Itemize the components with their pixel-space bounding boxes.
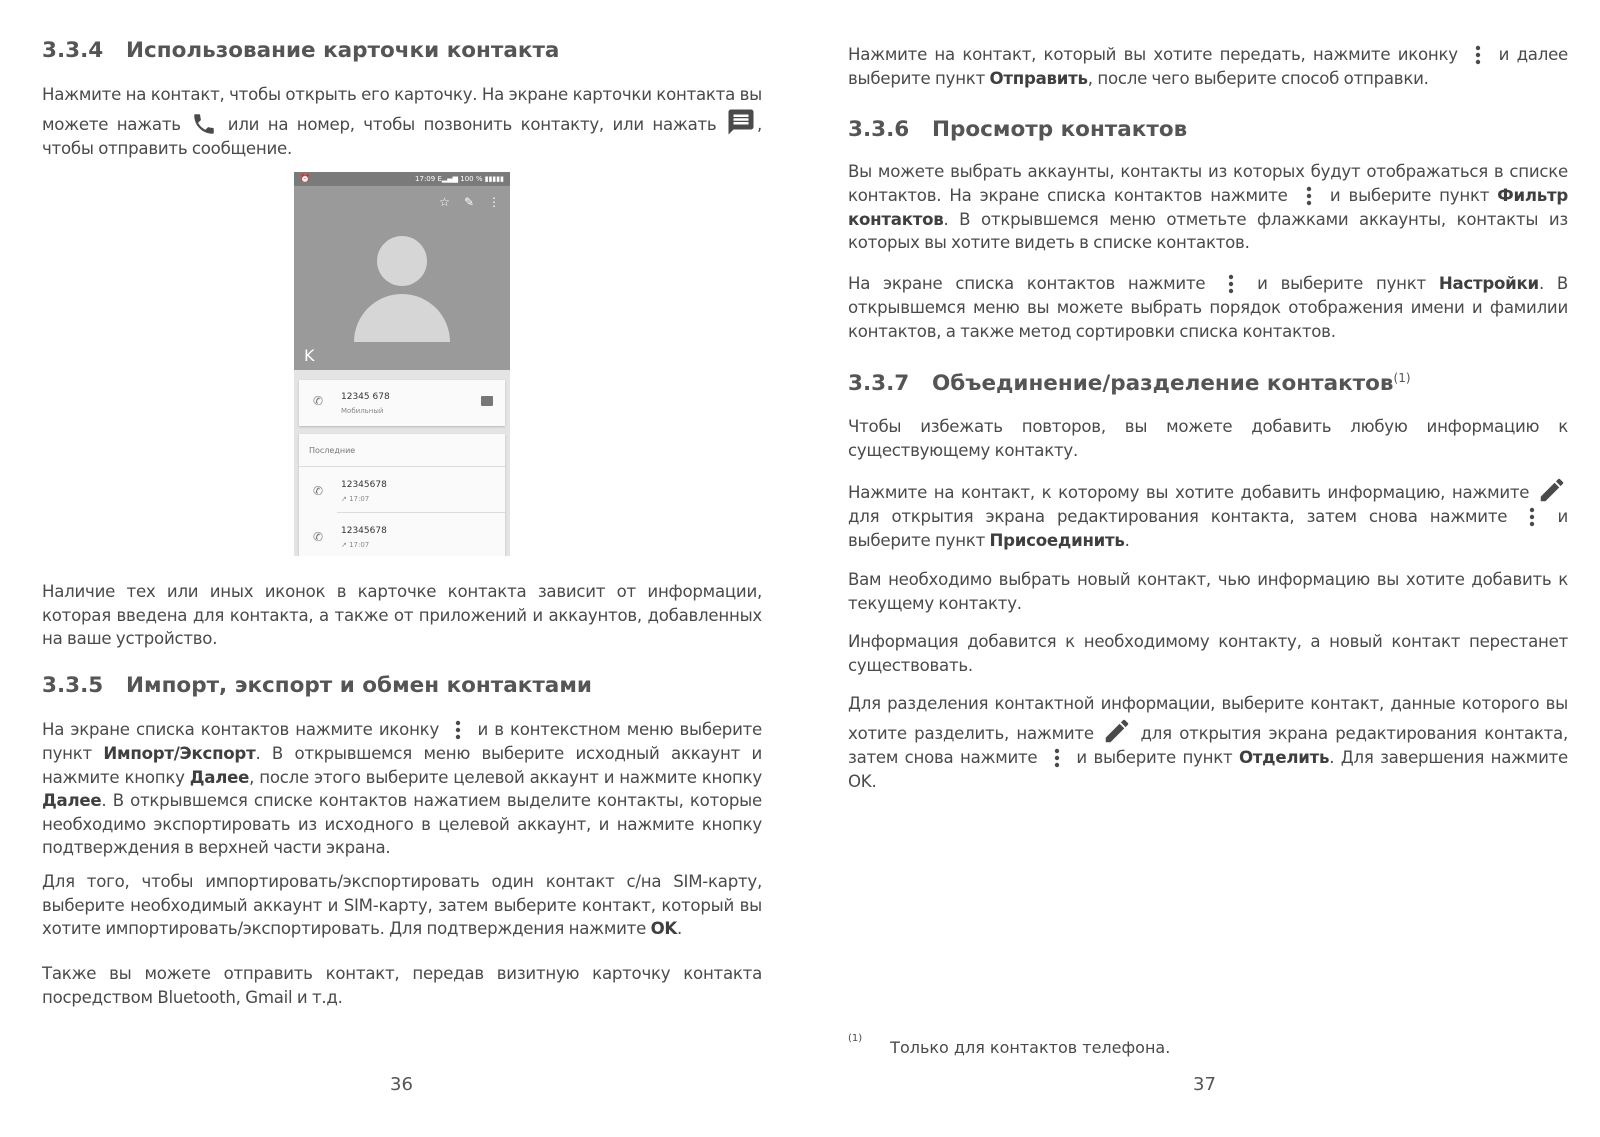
star-icon[interactable]: ☆ [439,195,450,209]
text-run: и выберите пункт [1069,747,1239,767]
phone-number-card[interactable] [299,380,505,426]
more-vert-icon [1465,43,1491,67]
paragraph [848,692,1568,793]
message-icon [725,107,757,137]
text-run: Наличие тех или иных иконок в карточке контакта зависит от информации, которая введена для контакта, а также от приложений и аккаунтов, добавленных на ваше устройство. [42,582,762,648]
text-run: Для разделения контактной информации, выберите контакт, данные которого вы хотите разделить, нажмите [848,694,1568,743]
more-vert-icon [1044,746,1070,770]
phone-icon[interactable]: ✆ [313,530,324,544]
text-run: . [1124,531,1130,550]
alarm-icon: ⏰ [300,174,310,183]
text-run: и далее выберите пункт [848,45,1568,88]
text-run: и выберите пункт [1321,185,1498,205]
section-number: 3.3.5 [42,673,104,698]
paragraph [848,43,1568,91]
text-run: , чтобы отправить сообщение. [42,114,762,158]
recent-time: ↗ 17:07 [341,541,370,549]
avatar-body [354,294,450,342]
paragraph [42,870,762,941]
paragraph [42,580,762,651]
bold-term: Присоединить [989,531,1125,550]
page-right [848,0,1568,1137]
bold-term: Далее [42,791,102,810]
more-vert-icon[interactable]: ⋮ [488,195,500,209]
paragraph [42,83,762,160]
recent-time: ↗ 17:07 [341,495,370,503]
text-run: . [677,919,683,938]
text-run: . Для завершения нажмите OK. [848,747,1568,791]
more-vert-icon [1519,505,1545,529]
avatar-head [377,236,427,286]
footnote-mark: (1) [848,1032,863,1044]
page-number: 36 [390,1074,413,1095]
footnote-text: Только для контактов телефона. [890,1038,1171,1057]
text-run: . В открывшемся меню вы можете выбрать порядок отображения имени и фамилии контактов, а также метод сортировки списка контактов. [848,274,1568,341]
more-vert-icon [1296,184,1322,208]
paragraph [848,415,1568,462]
divider [337,512,505,513]
section-3-3-6-heading [848,117,1187,142]
paragraph [848,160,1568,255]
edit-icon [1101,716,1133,746]
text-run: для открытия экрана редактирования контакта, затем снова нажмите [848,507,1520,526]
contact-name: K [304,346,315,365]
section-number: 3.3.4 [42,38,104,63]
contact-header [294,186,510,370]
text-run: Также вы можете отправить контакт, передав визитную карточку контакта посредством Bluetooth, Gmail и т.д. [42,964,762,1007]
edit-icon[interactable]: ✎ [463,195,474,209]
phone-number: 12345 678 [341,392,390,402]
header-actions [439,195,500,209]
text-run: Информация добавится к необходимому контакту, а новый контакт перестанет существовать. [848,632,1568,675]
text-run: Вы можете выбрать аккаунты, контакты из которых будут отображаться в списке контактов. На экране списка контактов нажмите [848,162,1568,205]
text-run: , после чего выберите способ отправки. [1087,69,1429,88]
text-run: . В открывшемся меню выберите исходный аккаунт и нажмите кнопку [42,744,762,787]
text-run: и выберите пункт [848,507,1568,550]
bold-term: Отправить [989,69,1088,88]
section-3-3-7-heading [848,371,1411,396]
paragraph [848,475,1568,553]
bold-term: Настройки [1438,274,1539,293]
text-run: , после этого выберите целевой аккаунт и нажмите кнопку [249,767,762,787]
phone-icon [189,111,219,137]
text-run: Для того, чтобы импортировать/экспортировать один контакт с/на SIM-карту, выберите необходимый аккаунт и SIM-карту, затем выберите контакт, который вы хотите импортировать/экспортировать. Для подтверждения нажмите [42,872,762,938]
section-title: Импорт, экспорт и обмен контактами [126,673,592,698]
page-left [42,0,762,1137]
phone-number-type: Мобильный [341,407,384,415]
section-3-3-5-heading [42,673,592,698]
text-run: На экране списка контактов нажмите [848,274,1219,293]
text-run: Вам необходимо выбрать новый контакт, чью информацию вы хотите добавить к текущему контакту. [848,570,1568,613]
paragraph [848,568,1568,615]
section-title: Использование карточки контакта [126,38,560,63]
contact-card-screenshot [294,172,510,556]
section-3-3-4-heading [42,38,559,63]
divider [299,466,505,467]
footnote-mark: (1) [1393,371,1411,385]
text-run: Нажмите на контакт, к которому вы хотите добавить информацию, нажмите [848,483,1536,502]
edit-icon [1536,475,1568,505]
bold-term: OK [650,919,678,938]
text-run: . В открывшемся списке контактов нажатием выделите контакты, которые необходимо экспортировать из исходного в целевой аккаунт, и нажмите кнопку подтверждения в верхней части экрана. [42,791,762,857]
text-run: Чтобы избежать повторов, вы можете добавить любую информацию к существующему контакту. [848,417,1568,460]
text-run: и в контекстном меню выберите пункт [42,720,762,763]
paragraph [42,962,762,1009]
text-run: Нажмите на контакт, который вы хотите передать, нажмите иконку [848,45,1466,64]
recent-number: 12345678 [341,480,387,490]
section-number: 3.3.7 [848,371,910,397]
section-number: 3.3.6 [848,117,910,142]
text-run: На экране списка контактов нажмите иконку [42,720,446,739]
phone-icon[interactable]: ✆ [313,394,324,408]
message-icon[interactable] [481,396,493,406]
bold-term: Фильтр контактов [848,185,1568,229]
section-title: Объединение/разделение контактов [932,371,1394,397]
phone-icon[interactable]: ✆ [313,484,324,498]
recent-label: Последние [309,446,356,455]
bold-term: Далее [189,767,250,787]
footnote [848,1032,1171,1057]
section-title: Просмотр контактов [932,117,1188,142]
status-time: 17:09 [415,175,436,183]
text-run: . В открывшемся меню отметьте флажками аккаунты, контакты из которых вы хотите видеть в списке контактов. [848,209,1568,252]
paragraph [848,272,1568,343]
more-vert-icon [1218,272,1244,296]
page-number: 37 [1193,1074,1216,1095]
status-battery: 100 % [460,175,483,183]
recent-calls-card [299,434,505,556]
bold-term: Отделить [1238,747,1330,767]
text-run: для открытия экрана редактирования контакта, затем снова нажмите [848,723,1568,767]
paragraph [848,630,1568,677]
bold-term: Импорт/Экспорт [103,744,256,763]
text-run: и выберите пункт [1244,274,1439,293]
text-run: или на номер, чтобы позвонить контакту, или нажать [219,114,725,134]
recent-number: 12345678 [341,526,387,536]
text-run: Нажмите на контакт, чтобы открыть его карточку. На экране карточки контакта вы можете нажать [42,85,762,134]
status-bar: ⏰ 17:09 E▂▄▆ 100 % ▮▮▮▮▮ [294,172,510,186]
more-vert-icon [445,718,471,742]
paragraph [42,718,762,860]
